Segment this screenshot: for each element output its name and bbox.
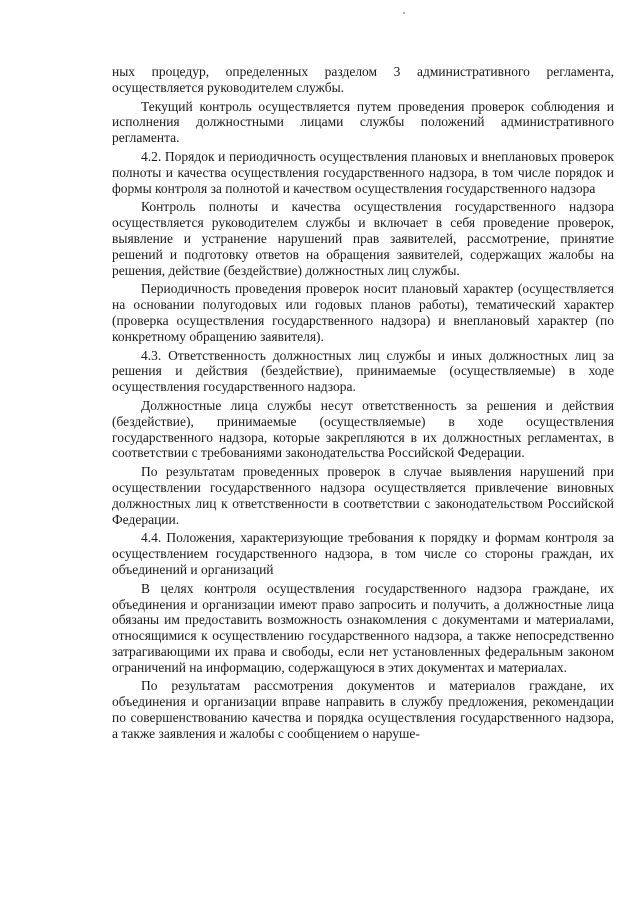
paragraph: Текущий контроль осуществляется путем проведения проверок соблюдения и исполнения должностными лицами службы положений административного регламента. [112, 98, 614, 146]
paragraph: Контроль полноты и качества осуществления государственного надзора осуществляется руководителем службы и включает в себя проведение проверок, выявление и устранение нарушений прав заявителей, рассмотрение, принятие решений и подготовку ответов на обращения заявителей, содержащих жалобы на решения, действие (бездействие) должностных лиц службы. [112, 199, 614, 278]
paragraph: По результатам проведенных проверок в случае выявления нарушений при осуществлении государственного надзора осуществляется привлечение виновных должностных лиц к ответственности в соответствии с законодательством Российской Федерации. [112, 464, 614, 527]
paragraph: По результатам рассмотрения документов и материалов граждане, их объединения и организации вправе направить в службу предложения, рекомендации по совершенствованию качества и порядка осуществления государственного надзора, а также заявления и жалобы с сообщением о наруше- [112, 678, 614, 741]
section-heading-4-2: 4.2. Порядок и периодичность осуществления плановых и внеплановых проверок полноты и качества осуществления государственного надзора, в том числе порядок и формы контроля за полнотой и качеством осуществления государственного надзора [112, 148, 614, 196]
paragraph-continuation: ных процедур, определенных разделом 3 административного регламента, осуществляется руководителем службы. [112, 64, 614, 95]
paragraph: В целях контроля осуществления государственного надзора граждане, их объединения и организации имеют право запросить и получить, а должностные лица обязаны им предоставить возможность ознакомления с документами и материалами, относящимися к осуществлению государственного надзора, а также непосредственно затрагивающими их права и свободы, если нет установленных федеральным законом ограничений на информацию, содержащуюся в этих документах и материалах. [112, 580, 614, 675]
paragraph: Периодичность проведения проверок носит плановый характер (осуществляется на основании полугодовых или годовых планов работы), тематический характер (проверка осуществления государственного надзора) и внеплановый характер (по конкретному обращению заявителя). [112, 281, 614, 344]
scan-speck [403, 12, 405, 14]
section-heading-4-3: 4.3. Ответственность должностных лиц службы и иных должностных лиц за решения и действия (бездействие), принимаемые (осуществляемые) в ходе осуществления государственного надзора. [112, 347, 614, 395]
document-body [112, 64, 614, 745]
paragraph: Должностные лица службы несут ответственность за решения и действия (бездействие), принимаемые (осуществляемые) в ходе осуществления государственного надзора, которые закрепляются в их должностных регламентах, в соответствии с требованиями законодательства Российской Федерации. [112, 397, 614, 461]
section-heading-4-4: 4.4. Положения, характеризующие требования к порядку и формам контроля за осуществлением государственного надзора, в том числе со стороны граждан, их объединений и организаций [112, 530, 614, 577]
